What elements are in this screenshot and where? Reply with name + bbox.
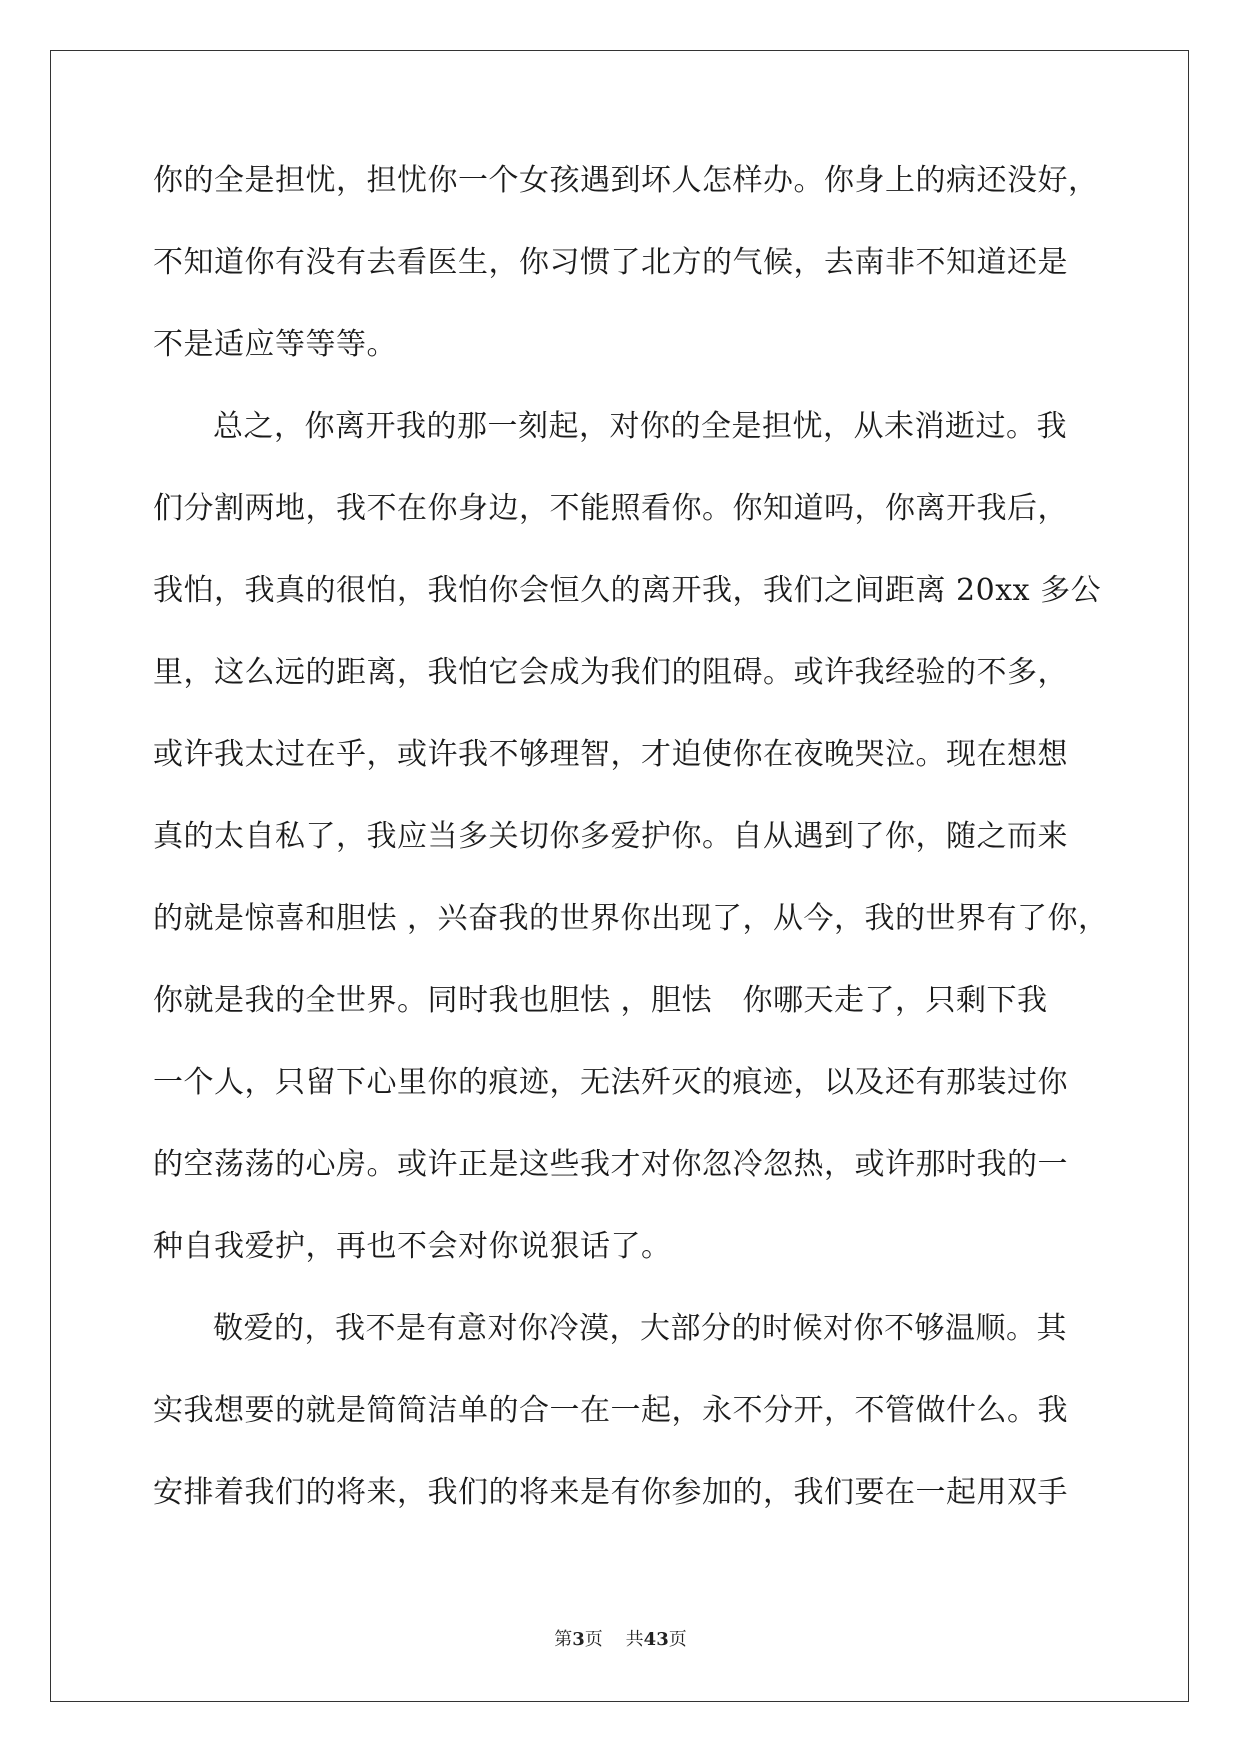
text-line: 你就是我的全世界。同时我也胆怯 ，胆怯 你哪天走了，只剩下我 xyxy=(153,983,1048,1018)
text-line: 种自我爱护，再也不会对你说狠话了。 xyxy=(153,1229,672,1264)
footer-page-unit: 页 xyxy=(584,1629,603,1650)
text-line: 我怕，我真的很怕，我怕你会恒久的离开我，我们之间距离 20xx 多公 xyxy=(153,573,1102,608)
footer-total-unit: 页 xyxy=(668,1629,687,1650)
document-body xyxy=(153,160,1109,1554)
text-line: 一个人，只留下心里你的痕迹，无法歼灭的痕迹，以及还有那装过你 xyxy=(153,1065,1068,1100)
text-line: 真的太自私了，我应当多关切你多爱护你。自从遇到了你，随之而来 xyxy=(153,819,1068,854)
text-line: 的空荡荡的心房。或许正是这些我才对你忽冷忽热，或许那时我的一 xyxy=(153,1147,1068,1182)
page-number: 3 xyxy=(572,1629,585,1650)
text-line: 敬爱的，我不是有意对你冷漠，大部分的时候对你不够温顺。其 xyxy=(213,1311,1067,1346)
text-line: 不是适应等等等。 xyxy=(153,327,397,362)
text-line: 实我想要的就是简简洁单的合一在一起，永不分开，不管做什么。我 xyxy=(153,1393,1068,1428)
footer-total-prefix: 共 xyxy=(625,1629,644,1650)
text-line: 们分割两地，我不在你身边，不能照看你。你知道吗，你离开我后， xyxy=(153,491,1068,526)
text-line: 总之，你离开我的那一刻起，对你的全是担忧，从未消逝过。我 xyxy=(213,409,1067,444)
text-line: 里，这么远的距离，我怕它会成为我们的阻碍。或许我经验的不多， xyxy=(153,655,1068,690)
text-line: 你的全是担忧，担忧你一个女孩遇到坏人怎样办。你身上的病还没好， xyxy=(153,163,1099,198)
text-line: 或许我太过在乎，或许我不够理智，才迫使你在夜晚哭泣。现在想想 xyxy=(153,737,1068,772)
page-footer xyxy=(0,1625,1241,1651)
text-line: 安排着我们的将来，我们的将来是有你参加的，我们要在一起用双手 xyxy=(153,1475,1068,1510)
footer-prefix: 第 xyxy=(554,1629,573,1650)
text-line: 的就是惊喜和胆怯 ，兴奋我的世界你出现了，从今，我的世界有了你， xyxy=(153,901,1109,936)
total-pages: 43 xyxy=(643,1629,669,1650)
text-line: 不知道你有没有去看医生，你习惯了北方的气候，去南非不知道还是 xyxy=(153,245,1068,280)
